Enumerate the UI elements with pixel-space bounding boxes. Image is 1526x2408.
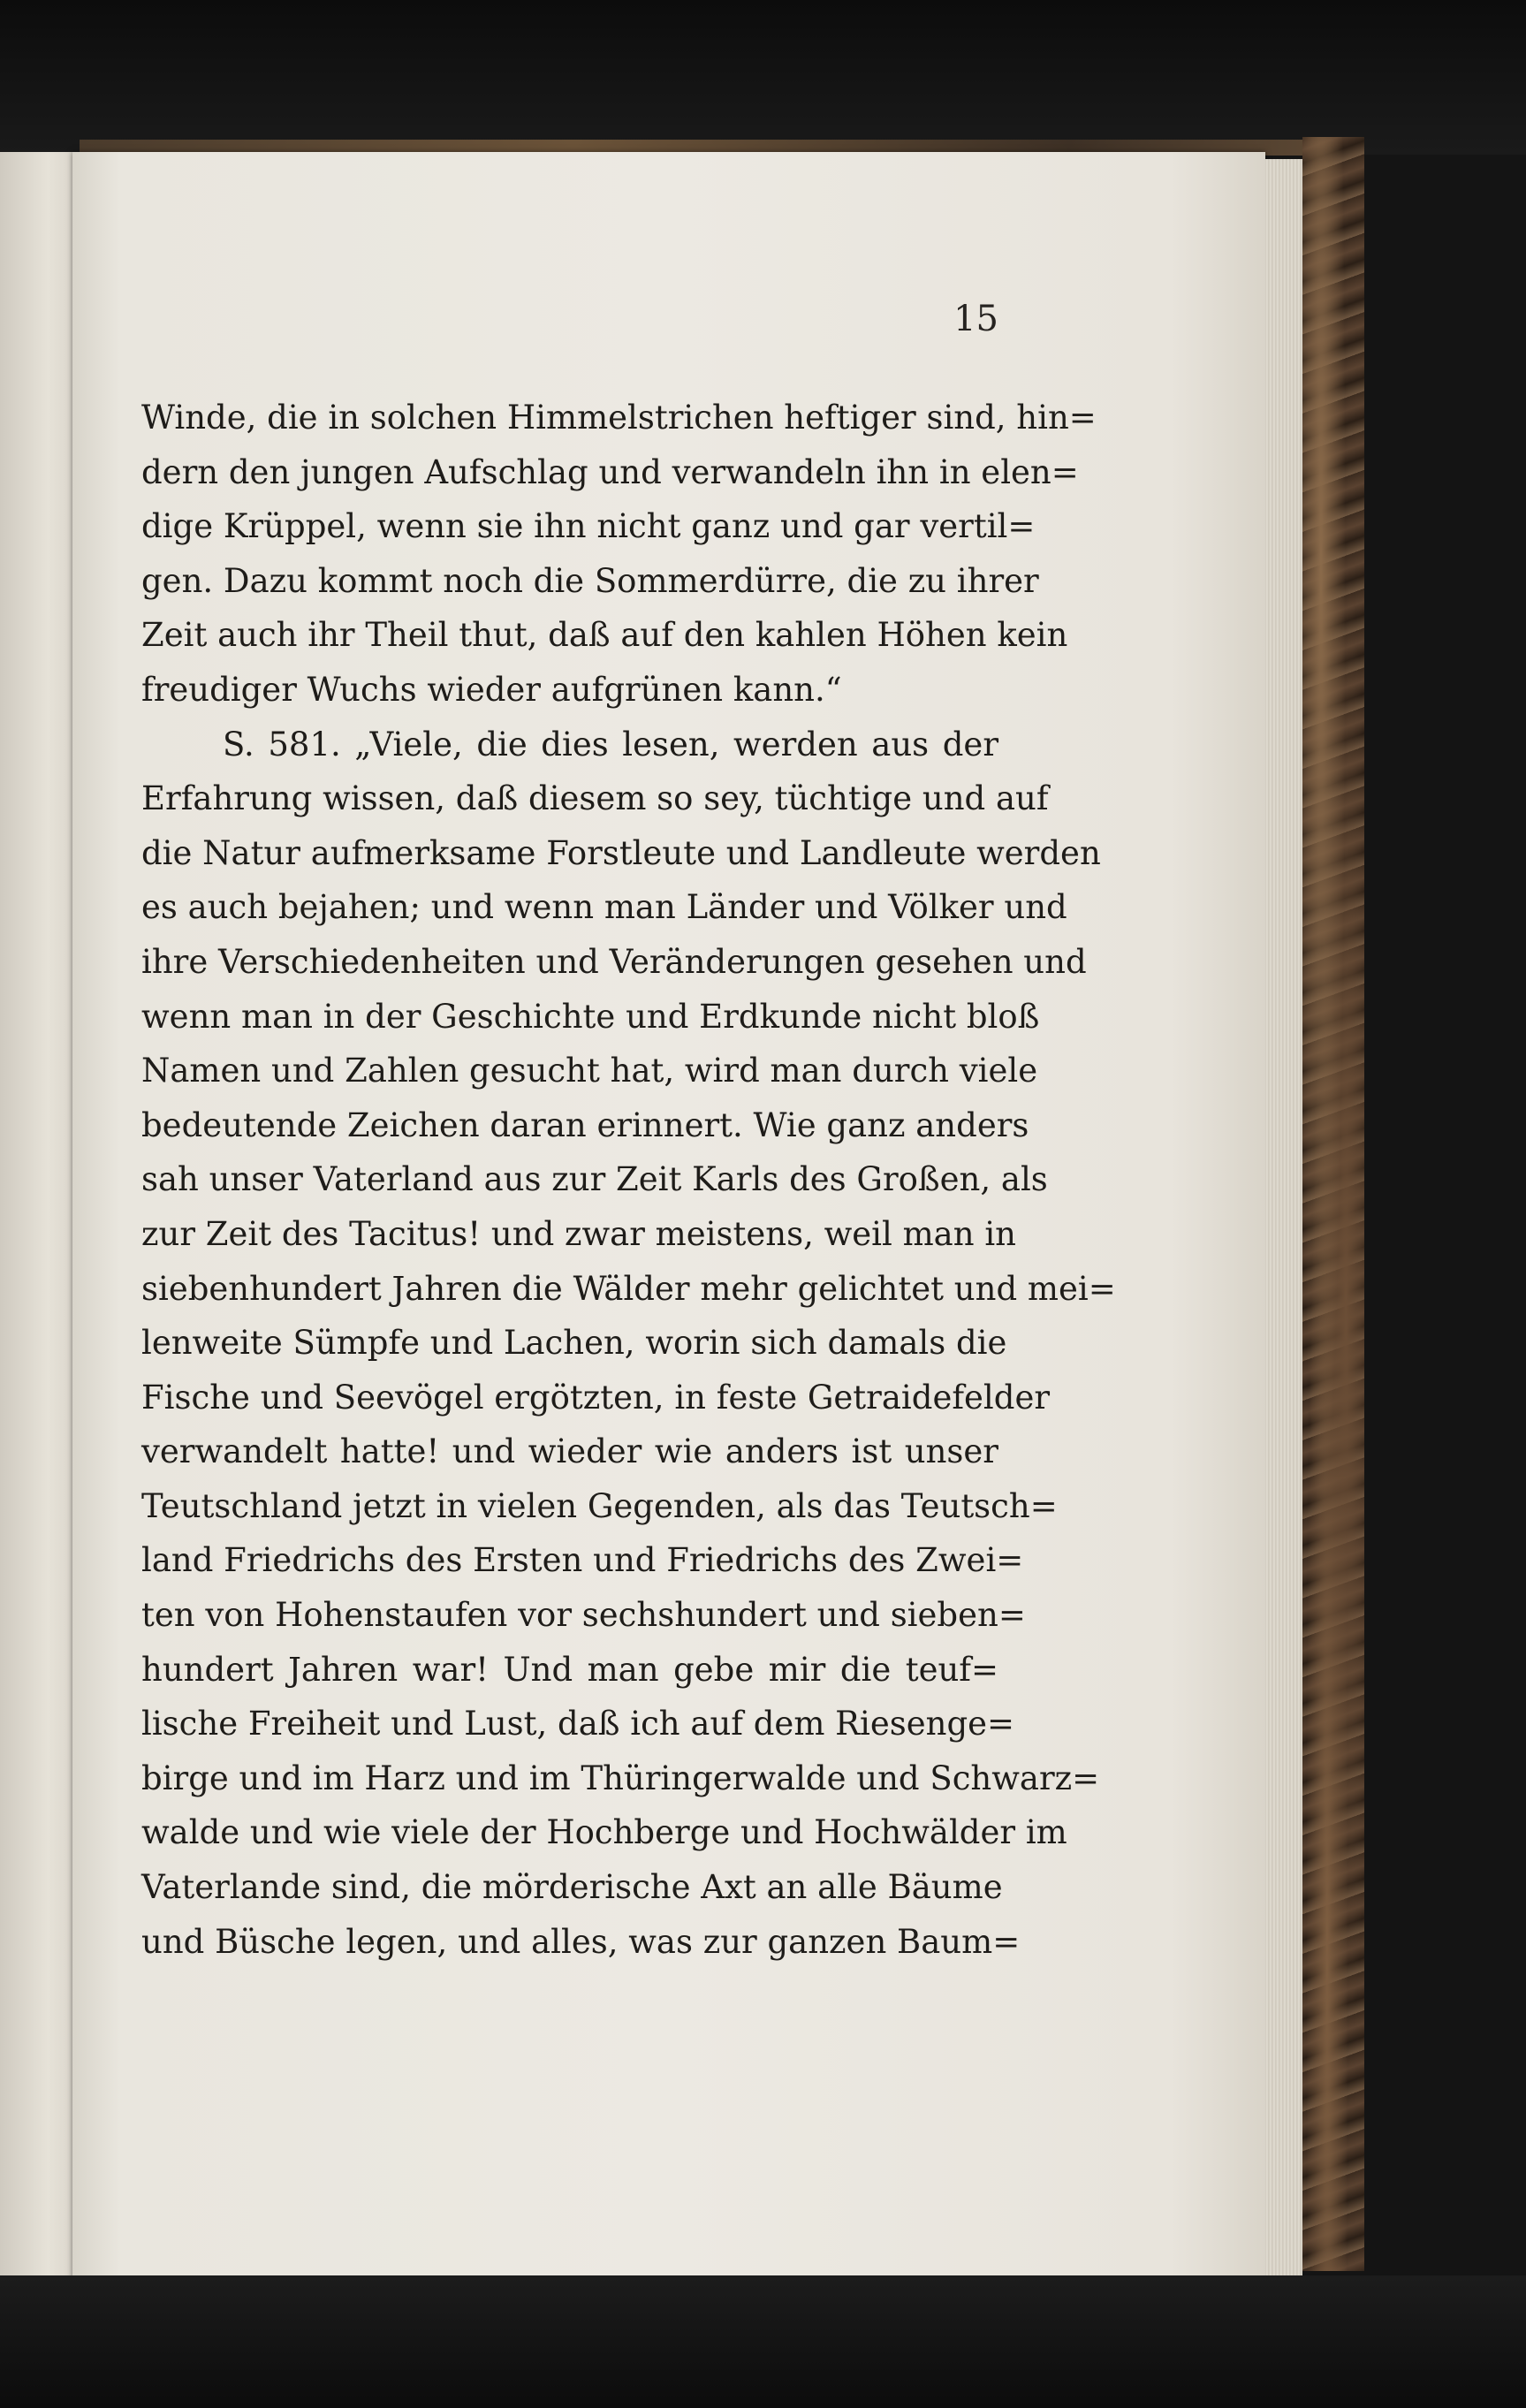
text-line: Namen und Zahlen gesucht hat, wird man durch viele [141,1052,1038,1090]
text-line: es auch bejahen; und wenn man Länder und Völker und [141,888,1067,927]
text-line: sah unser Vaterland aus zur Zeit Karls des Großen, als [141,1160,1048,1199]
text-line: Teutschland jetzt in vielen Gegenden, als das Teutsch= [141,1486,1058,1525]
text-line: Winde, die in solchen Himmelstrichen heftiger sind, hin= [141,399,1097,437]
text-line: ten von Hohenstaufen vor sechshundert und sieben= [141,1596,1026,1635]
text-line: land Friedrichs des Ersten und Friedrichs des Zwei= [141,1541,1024,1580]
text-line: bedeutende Zeichen daran erinnert. Wie ganz anders [141,1105,1029,1144]
text-line: und Büsche legen, und alles, was zur ganzen Baum= [141,1922,1021,1961]
text-line: Vaterlande sind, die mörderische Axt an alle Bäume [141,1868,1003,1907]
page-block-edge [1265,159,1302,2280]
text-line: lenweite Sümpfe und Lachen, worin sich damals die [141,1324,1007,1363]
text-line: freudiger Wuchs wieder aufgrünen kann.“ [141,670,842,709]
text-line: walde und wie viele der Hochberge und Hochwälder im [141,1813,1067,1852]
text-line: dige Krüppel, wenn sie ihn nicht ganz und gar vertil= [141,507,1036,546]
left-page-edge [0,152,80,2295]
text-line: S. 581. „Viele, die dies lesen, werden aus der [223,725,998,763]
text-line: verwandelt hatte! und wieder wie anders ist unser [141,1432,998,1471]
body-text [141,391,1116,1969]
page-number: 15 [953,299,998,339]
dark-backdrop-top [0,0,1526,155]
text-line: Zeit auch ihr Theil thut, daß auf den kahlen Höhen kein [141,616,1068,655]
text-line: birge und im Harz und im Thüringerwalde und Schwarz= [141,1759,1100,1797]
text-line: Erfahrung wissen, daß diesem so sey, tüchtige und auf [141,779,1049,818]
marbled-cover-edge [1302,137,1364,2271]
text-line: siebenhundert Jahren die Wälder mehr gelichtet und mei= [141,1269,1116,1308]
text-line: lische Freiheit und Lust, daß ich auf dem Riesenge= [141,1705,1015,1743]
text-line: wenn man in der Geschichte und Erdkunde nicht bloß [141,997,1040,1036]
text-line: gen. Dazu kommt noch die Sommerdürre, die zu ihrer [141,561,1039,600]
text-line: die Natur aufmerksame Forstleute und Landleute werden [141,833,1101,872]
text-line: ihre Verschiedenheiten und Veränderungen gesehen und [141,942,1087,981]
dark-backdrop-bottom [0,2275,1526,2408]
text-line: dern den jungen Aufschlag und verwandeln ihn in elen= [141,452,1079,491]
text-line: hundert Jahren war! Und man gebe mir die teuf= [141,1650,998,1689]
text-line: Fische und Seevögel ergötzten, in feste Getraidefelder [141,1378,1051,1417]
text-line: zur Zeit des Tacitus! und zwar meistens, weil man in [141,1214,1016,1253]
